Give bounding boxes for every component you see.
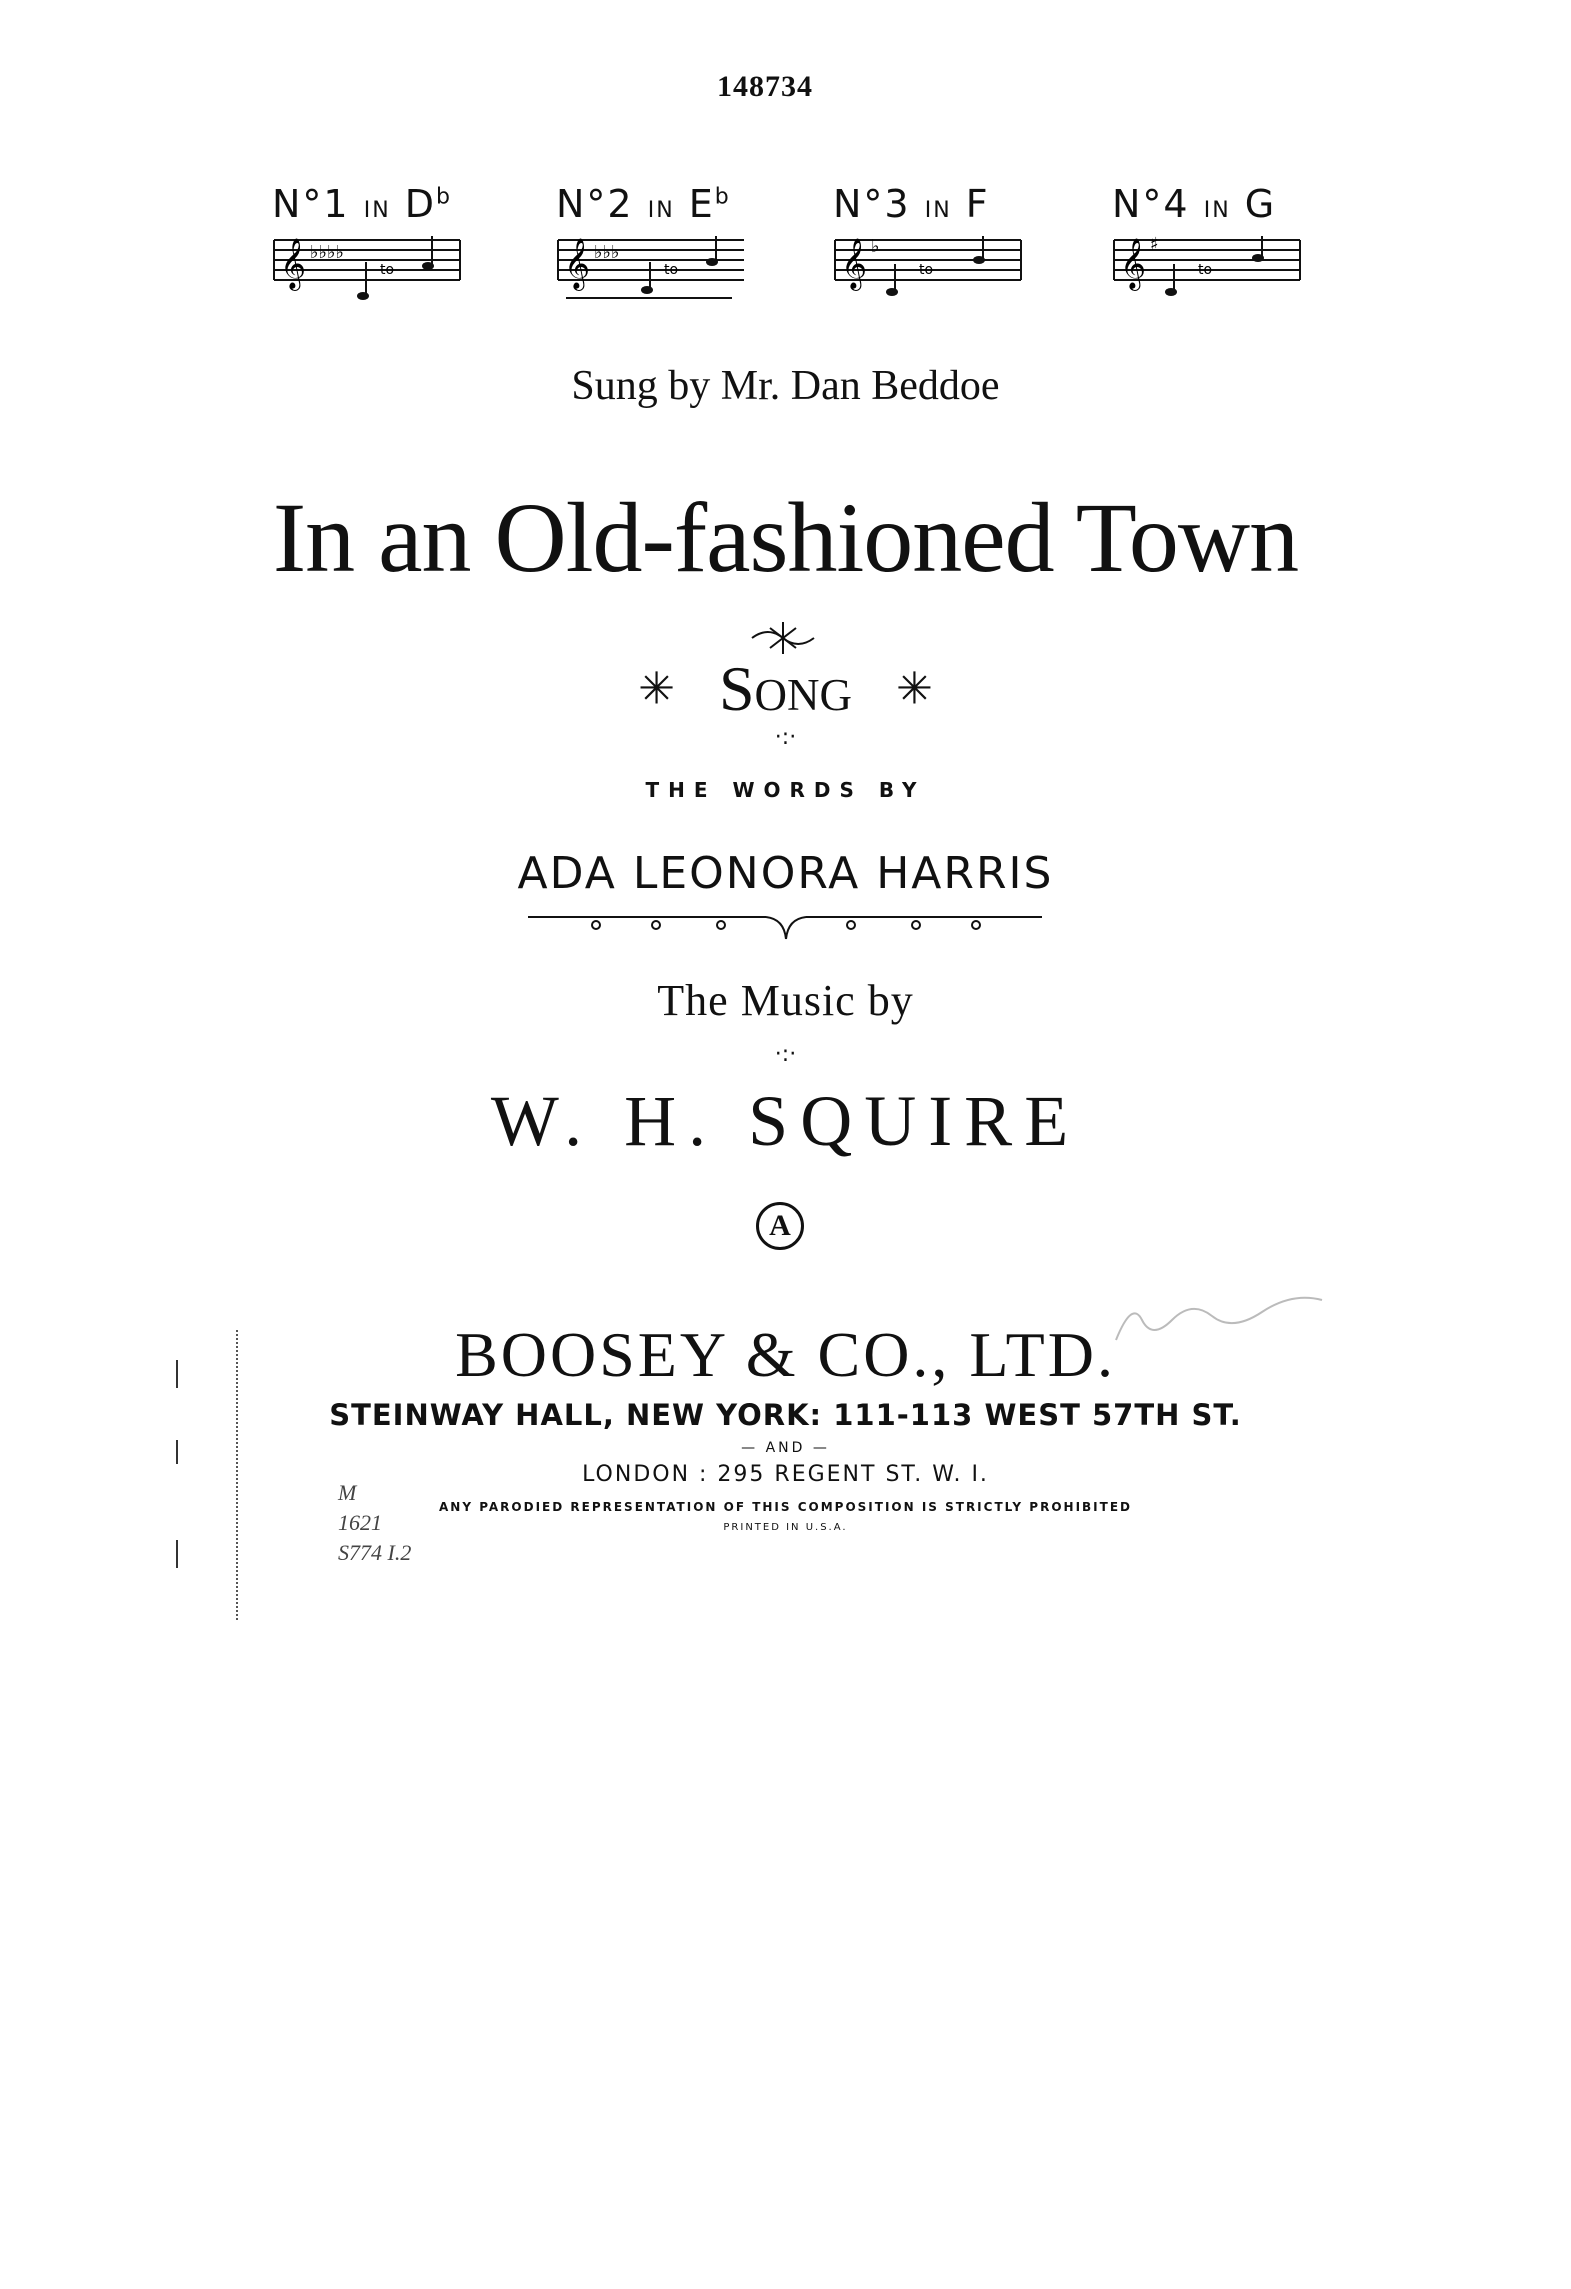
publisher-mark: A: [750, 1202, 810, 1250]
staff-key-2: [556, 228, 746, 308]
lyricist-name: ADA LEONORA HARRIS: [517, 848, 1054, 899]
dot-ornament: ·:·: [774, 725, 797, 750]
asterisk-icon: ✳: [896, 663, 933, 715]
staff-range-word: to: [664, 262, 679, 278]
copyright-notice: ANY PARODIED REPRESENTATION OF THIS COMPOSITION IS STRICTLY PROHIBITED: [439, 1500, 1132, 1514]
publisher-name: BOOSEY & CO., LTD.: [455, 1319, 1116, 1390]
binding-tick: [176, 1440, 178, 1464]
flourish-divider: [526, 905, 1046, 945]
dot-ornament: ·:·: [774, 1042, 797, 1067]
sung-by-line: Sung by Mr. Dan Beddoe: [571, 363, 1000, 409]
svg-text:♭: ♭: [871, 236, 880, 257]
svg-text:♯: ♯: [1150, 234, 1159, 255]
svg-text:♭♭♭♭: ♭♭♭♭: [310, 242, 344, 263]
library-call-number: M 1621 S774 I.2: [338, 1480, 412, 1565]
publisher-address-london: LONDON : 295 REGENT ST. W. I.: [582, 1462, 989, 1487]
svg-text:𝄞: 𝄞: [280, 238, 307, 289]
staff-key-4: [1112, 228, 1302, 308]
svg-text:𝄞: 𝄞: [1120, 238, 1147, 289]
svg-text:♭♭♭: ♭♭♭: [594, 242, 620, 263]
staff-key-1: [272, 228, 462, 308]
genre-label: Song: [718, 653, 853, 724]
staff-range-word: to: [380, 262, 395, 278]
svg-text:𝄞: 𝄞: [564, 238, 591, 289]
signature-scribble: [1112, 1290, 1332, 1350]
printed-in: PRINTED IN U.S.A.: [723, 1522, 848, 1533]
svg-text:𝄞: 𝄞: [841, 238, 868, 289]
song-heading-row: [0, 652, 1571, 726]
binding-tick: [176, 1360, 178, 1388]
staff-range-word: to: [1198, 262, 1213, 278]
music-by-label: The Music by: [657, 976, 914, 1025]
binding-edge-marks: [236, 1330, 240, 1620]
catalog-number: 148734: [717, 70, 813, 103]
binding-tick: [176, 1540, 178, 1568]
key-label-4: N°4 IN G: [1112, 182, 1277, 226]
asterisk-icon: ✳: [638, 663, 675, 715]
publisher-address-ny: STEINWAY HALL, NEW YORK: 111-113 WEST 57TH ST.: [329, 1398, 1242, 1432]
words-by-label: THE WORDS BY: [645, 778, 926, 802]
key-label-3: N°3 IN F: [833, 182, 990, 226]
staff-range-word: to: [919, 262, 934, 278]
song-title: In an Old-fashioned Town: [272, 482, 1299, 593]
key-label-2: N°2 IN $E^b$: [556, 182, 731, 226]
staff-key-3: [833, 228, 1023, 308]
key-label-1: N°1 IN $D^b$: [272, 182, 452, 226]
publisher-and: — AND —: [741, 1440, 830, 1456]
composer-name: W. H. SQUIRE: [490, 1081, 1081, 1161]
